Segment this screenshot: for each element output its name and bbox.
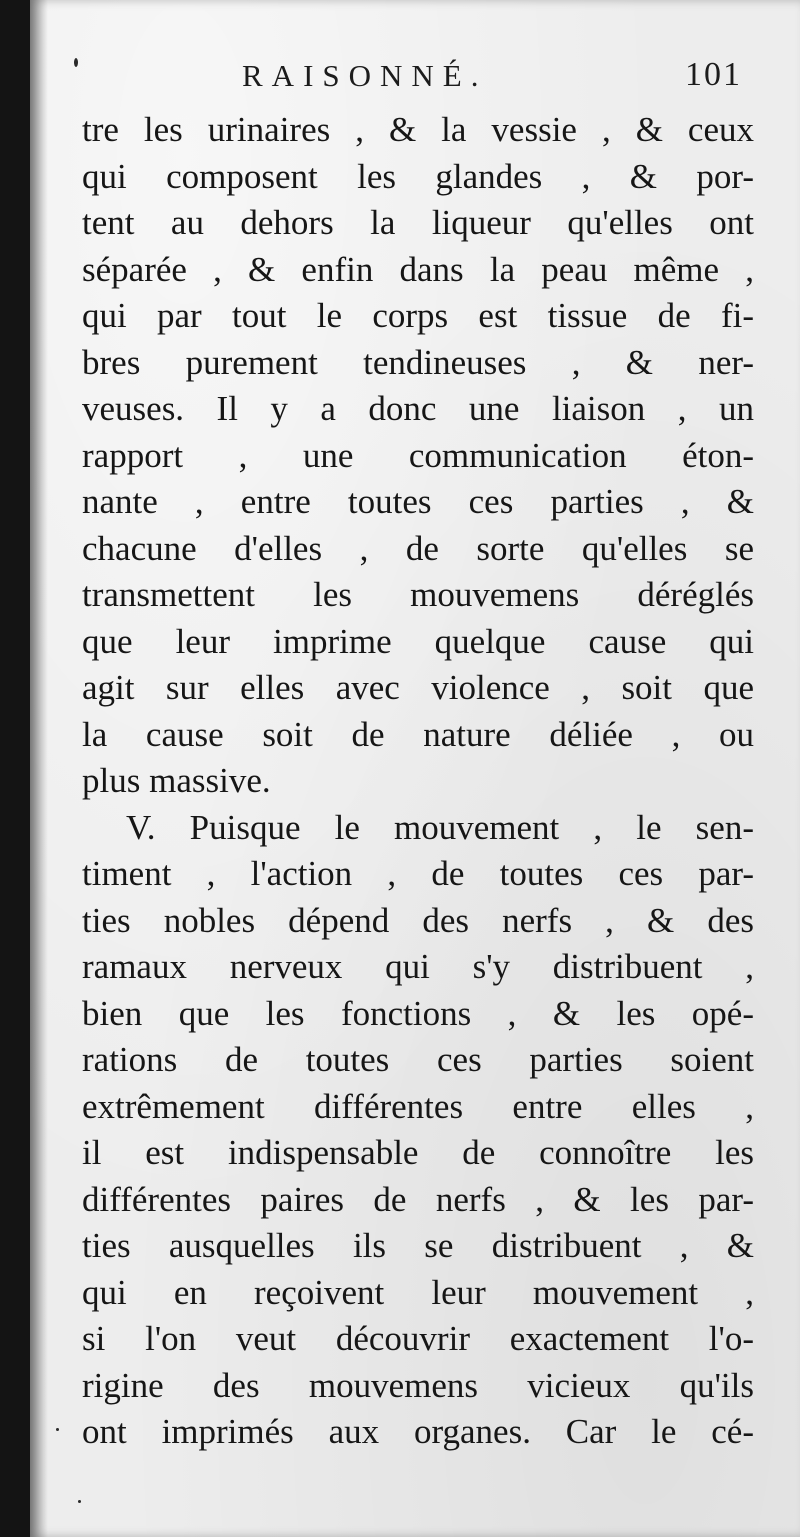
book-page	[30, 0, 800, 1537]
text-line: rapport , une communication éton-	[82, 435, 754, 475]
text-line: si l'on veut découvrir exactement l'o-	[82, 1319, 754, 1358]
ink-speck	[74, 58, 78, 67]
paragraph-end-line: plus massive.	[82, 761, 271, 800]
text-line: ont imprimés aux organes. Car le cé-	[82, 1412, 754, 1451]
text-line: séparée , & enfin dans la peau même ,	[82, 249, 754, 289]
text-line: ties nobles dépend des nerfs , & des	[82, 900, 754, 940]
text-line: la cause soit de nature déliée , ou	[82, 714, 754, 754]
text-line: nante , entre toutes ces parties , &	[82, 482, 754, 521]
text-line: chacune d'elles , de sorte qu'elles se	[82, 528, 754, 568]
text-line: extrêmement différentes entre elles ,	[82, 1086, 754, 1126]
text-line: que leur imprime quelque cause qui	[82, 621, 754, 661]
text-line: bien que les fonctions , & les opé-	[82, 993, 754, 1033]
text-line: bres purement tendineuses , & ner-	[82, 342, 754, 382]
text-line: qui par tout le corps est tissue de fi-	[82, 296, 754, 335]
text-line: tent au dehors la liqueur qu'elles ont	[82, 203, 754, 242]
page-gutter-shadow	[30, 0, 48, 1537]
text-line: timent , l'action , de toutes ces par-	[82, 854, 754, 893]
section-start-line: V. Puisque le mouvement , le sen-	[126, 807, 754, 847]
text-line: qui composent les glandes , & por-	[82, 156, 754, 196]
text-line: rigine des mouvemens vicieux qu'ils	[82, 1365, 754, 1405]
ink-speck	[56, 1428, 59, 1431]
text-line: transmettent les mouvemens déréglés	[82, 575, 754, 614]
text-line: différentes paires de nerfs , & les par-	[82, 1179, 754, 1219]
text-line: rations de toutes ces parties soient	[82, 1040, 754, 1079]
text-line: ramaux nerveux qui s'y distribuent ,	[82, 947, 754, 986]
text-line: tre les urinaires , & la vessie , & ceux	[82, 110, 754, 149]
ink-speck	[78, 1500, 81, 1503]
text-line: veuses. Il y a donc une liaison , un	[82, 389, 754, 428]
text-line: ties ausquelles ils se distribuent , &	[82, 1226, 754, 1265]
running-head: RAISONNÉ.	[242, 58, 488, 93]
page-number: 101	[685, 56, 742, 93]
text-line: agit sur elles avec violence , soit que	[82, 668, 754, 707]
body-text	[82, 107, 754, 1456]
text-line: il est indispensable de connoître les	[82, 1133, 754, 1172]
text-line: qui en reçoivent leur mouvement ,	[82, 1272, 754, 1312]
page-header	[30, 56, 800, 106]
